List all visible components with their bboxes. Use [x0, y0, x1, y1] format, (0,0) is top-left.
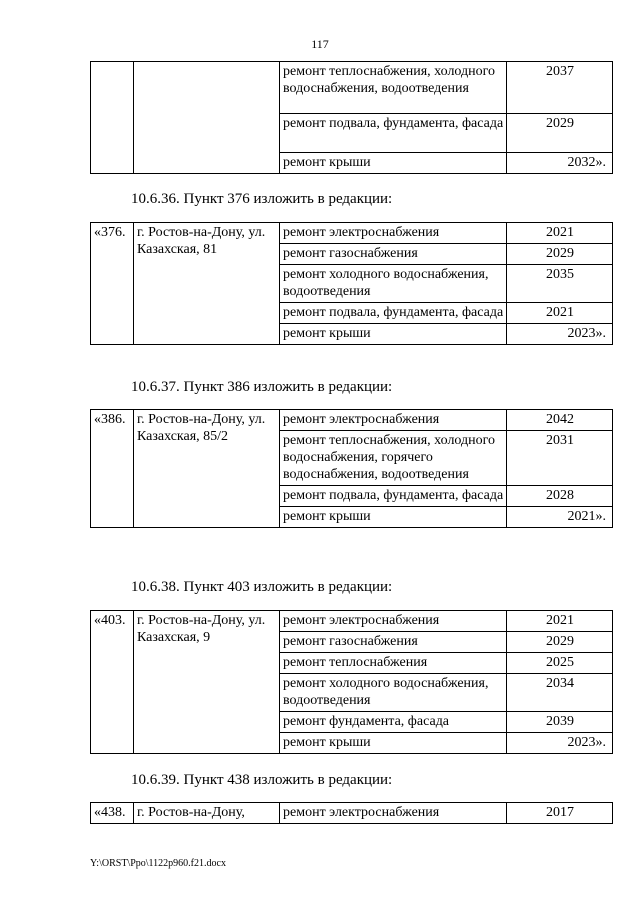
year-cell: 2021: [507, 223, 613, 244]
work-cell: ремонт крыши: [280, 324, 507, 345]
section-table-block: [90, 610, 612, 754]
work-cell: ремонт теплоснабжения: [280, 653, 507, 674]
item-number-cell: [91, 62, 134, 174]
work-cell: ремонт крыши: [280, 733, 507, 754]
table-row: [91, 611, 613, 632]
section-table-block: [90, 222, 612, 345]
section-table: [90, 222, 613, 345]
item-number-cell: «403.: [91, 611, 134, 754]
continued-table-block: [90, 61, 612, 174]
address-cell: [134, 62, 280, 174]
work-cell: ремонт крыши: [280, 507, 507, 528]
item-number-cell: «376.: [91, 223, 134, 345]
year-cell: 2031: [507, 431, 613, 486]
section-table-block: [90, 409, 612, 528]
year-cell: 2028: [507, 486, 613, 507]
work-cell: ремонт холодного водоснабжения, водоотведения: [280, 265, 507, 303]
table-row: [91, 62, 613, 114]
year-cell: 2029: [507, 632, 613, 653]
footer-file-path: Y:\ORST\Ppo\1122p960.f21.docx: [90, 858, 226, 869]
year-cell: 2017: [507, 803, 613, 824]
year-cell: 2037: [507, 62, 613, 114]
address-cell: г. Ростов-на-Дону, ул. Казахская, 81: [134, 223, 280, 345]
address-cell: г. Ростов-на-Дону, ул. Казахская, 85/2: [134, 410, 280, 528]
year-cell: 2029: [507, 244, 613, 265]
year-cell: 2023».: [507, 324, 613, 345]
table-row: [91, 803, 613, 824]
year-cell: 2021».: [507, 507, 613, 528]
year-cell: 2042: [507, 410, 613, 431]
work-cell: ремонт теплоснабжения, холодного водоснабжения, водоотведения: [280, 62, 507, 114]
address-cell: г. Ростов-на-Дону,: [134, 803, 280, 824]
work-cell: ремонт электроснабжения: [280, 410, 507, 431]
section-heading: 10.6.38. Пункт 403 изложить в редакции:: [131, 579, 393, 595]
section-table: [90, 409, 613, 528]
work-cell: ремонт газоснабжения: [280, 244, 507, 265]
section-heading: 10.6.37. Пункт 386 изложить в редакции:: [131, 379, 393, 395]
section-table: [90, 802, 613, 824]
item-number-cell: «386.: [91, 410, 134, 528]
year-cell: 2029: [507, 114, 613, 153]
page-number: 117: [311, 37, 329, 51]
item-number-cell: «438.: [91, 803, 134, 824]
table-row: [91, 410, 613, 431]
work-cell: ремонт электроснабжения: [280, 803, 507, 824]
section-table-block: [90, 802, 612, 824]
work-cell: ремонт холодного водоснабжения, водоотведения: [280, 674, 507, 712]
work-cell: ремонт газоснабжения: [280, 632, 507, 653]
section-heading: 10.6.36. Пункт 376 изложить в редакции:: [131, 191, 393, 207]
work-cell: ремонт подвала, фундамента, фасада: [280, 114, 507, 153]
work-cell: ремонт подвала, фундамента, фасада: [280, 303, 507, 324]
year-cell: 2035: [507, 265, 613, 303]
year-cell: 2021: [507, 303, 613, 324]
work-cell: ремонт фундамента, фасада: [280, 712, 507, 733]
continued-table: [90, 61, 613, 174]
work-cell: ремонт подвала, фундамента, фасада: [280, 486, 507, 507]
address-cell: г. Ростов-на-Дону, ул. Казахская, 9: [134, 611, 280, 754]
table-row: [91, 223, 613, 244]
section-heading: 10.6.39. Пункт 438 изложить в редакции:: [131, 772, 393, 788]
section-table: [90, 610, 613, 754]
year-cell: 2023».: [507, 733, 613, 754]
work-cell: ремонт электроснабжения: [280, 223, 507, 244]
year-cell: 2021: [507, 611, 613, 632]
work-cell: ремонт теплоснабжения, холодного водоснабжения, горячего водоснабжения, водоотведения: [280, 431, 507, 486]
year-cell: 2034: [507, 674, 613, 712]
work-cell: ремонт крыши: [280, 153, 507, 174]
year-cell: 2039: [507, 712, 613, 733]
work-cell: ремонт электроснабжения: [280, 611, 507, 632]
year-cell: 2025: [507, 653, 613, 674]
year-cell: 2032».: [507, 153, 613, 174]
